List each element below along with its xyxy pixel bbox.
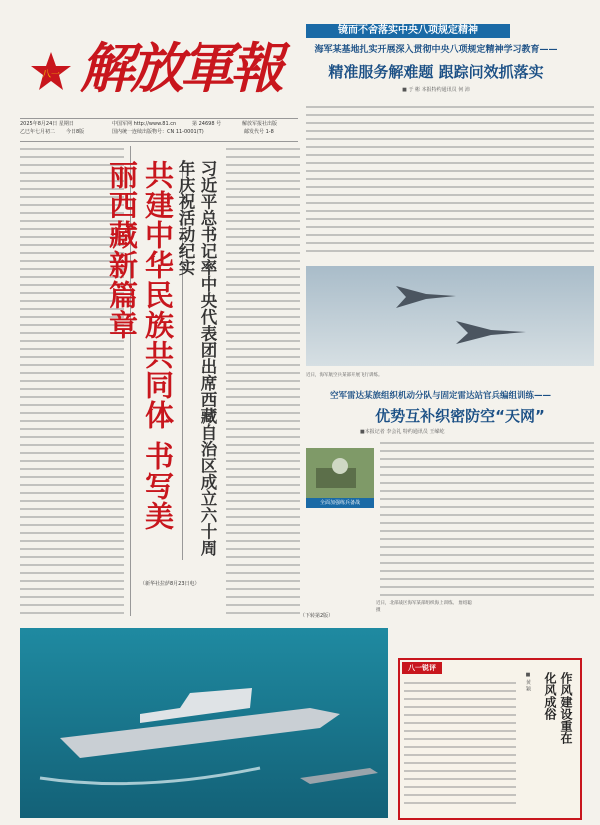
emblem-star-icon [30, 50, 72, 92]
issue-lunar: 乙巳年七月初二 [20, 129, 56, 135]
commentary-author: ■ 黄 颖 [525, 672, 531, 692]
story3-kicker: 空军雷达某旅组织机动分队与固定雷达站官兵编组训练—— [330, 391, 552, 401]
issue-publisher: 解放军报社出版 [242, 121, 278, 127]
commentary-kicker: 八一锐评 [402, 662, 442, 674]
story3-headline[interactable]: 优势互补织密防空“天网” [375, 407, 545, 425]
lead-headline[interactable]: 共建中华民族共同体 书写美丽西藏新篇章 [105, 160, 175, 532]
issue-site[interactable]: 中国军网 http://www.81.cn [112, 121, 177, 127]
story2-body [306, 104, 594, 258]
issue-cn: 国内统一连续出版物号：CN 11-0001(T) [112, 129, 204, 135]
story3-byline: ■本报记者 李会礼 特约通讯员 王嵘屹 [360, 429, 445, 435]
lead-subheadline[interactable]: 习近平总书记率中央代表团出席西藏自治区成立六十周年庆祝活动纪实 [176, 160, 217, 556]
issue-postal: 邮发代号 1-8 [244, 129, 274, 135]
issue-date: 2025年8月24日 星期日 [20, 121, 74, 127]
navy-ships-photo[interactable] [20, 628, 388, 818]
story2-headline[interactable]: 精准服务解难题 跟踪问效抓落实 [328, 63, 544, 81]
issue-edition: 今日8版 [66, 129, 85, 135]
photo2-caption: 近日，北部战区海军某部组织海上训练。 詹绍聪摄 [376, 601, 472, 613]
story2-kicker: 海军某基地扎实开展深入贯彻中央八项规定精神学习教育—— [314, 45, 558, 55]
jet-training-photo[interactable] [306, 266, 594, 366]
lead-text-column-2 [226, 146, 300, 616]
masthead-title: 解放軍報 [80, 36, 280, 100]
top-banner[interactable]: 镜而不舍落实中央八项规定精神 [306, 24, 510, 38]
issue-info-bar [20, 118, 298, 142]
lead-dateline: （新华社拉萨8月23日电） [140, 581, 200, 587]
photo1-caption: 近日，海军航空兵某部开展飞行训练。 [306, 373, 383, 378]
commentary-title[interactable]: 作风建设重在化风成俗 [543, 672, 573, 744]
commentary-body [404, 680, 516, 810]
photo2-label: 全面加强练兵备战 [306, 498, 374, 508]
story3-body [380, 440, 594, 596]
issue-number: 第 24698 号 [192, 121, 222, 127]
continued-note: （下转第2版） [300, 613, 334, 619]
svg-text:八一: 八一 [41, 70, 61, 80]
story2-byline: ■ 于 彬 本报特约通讯员 何 沛 [402, 87, 470, 93]
